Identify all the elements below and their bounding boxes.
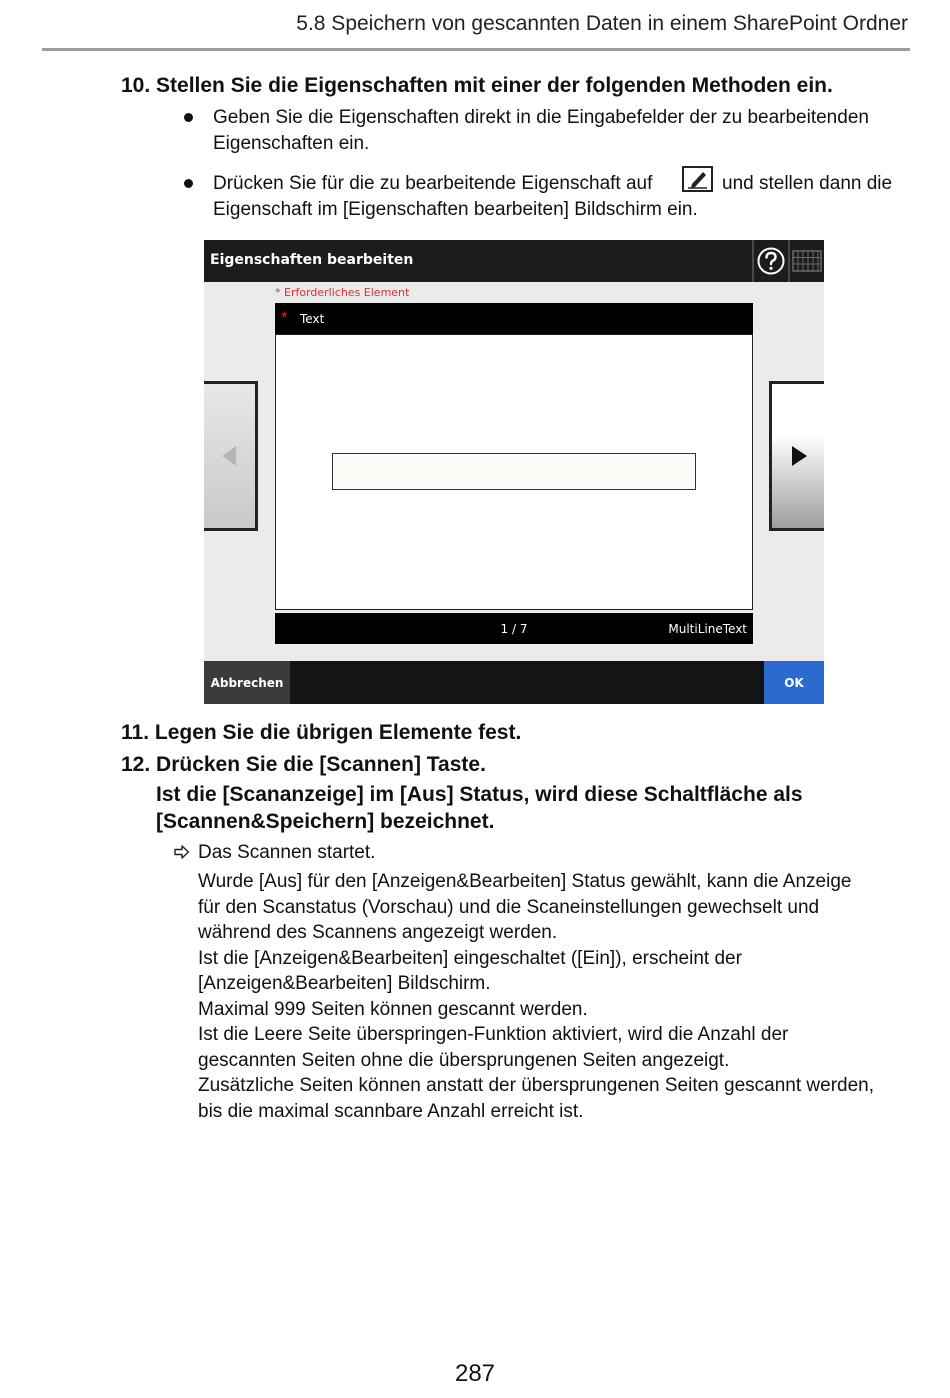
- detail-line: Ist die Leere Seite überspringen-Funktion aktiviert, wird die Anzahl der: [198, 1024, 789, 1045]
- bullet-1-line-2: Eigenschaften ein.: [213, 133, 370, 154]
- step-12-subheading-line-1: Ist die [Scananzeige] im [Aus] Status, wird diese Schaltfläche als: [156, 783, 803, 806]
- bullet-2-line-2: Eigenschaft im [Eigenschaften bearbeiten] Bildschirm ein.: [213, 199, 698, 220]
- result-text: Das Scannen startet.: [198, 842, 376, 863]
- edit-pencil-icon: [682, 166, 713, 192]
- detail-line: für den Scanstatus (Vorschau) und die Scaneinstellungen gewechselt und: [198, 896, 820, 918]
- required-note: * Erforderliches Element: [275, 286, 410, 299]
- step-12-heading: 12. Drücken Sie die [Scannen] Taste.: [121, 753, 486, 776]
- running-header: 5.8 Speichern von gescannten Daten in einem SharePoint Ordner: [296, 12, 908, 35]
- bullet-2-after-icon: und stellen dann die: [722, 173, 893, 194]
- prev-property-button[interactable]: [204, 381, 258, 531]
- detail-line: Zusätzliche Seiten können anstatt der übersprungenen Seiten gescannt werden,: [198, 1075, 875, 1096]
- page-indicator: 1 / 7: [500, 622, 528, 636]
- detail-line: während des Scannens angezeigt werden.: [198, 922, 558, 943]
- detail-line: Ist die [Anzeigen&Bearbeiten] eingeschaltet ([Ein]), erscheint der: [198, 947, 742, 969]
- bullet-1-line-1: Geben Sie die Eigenschaften direkt in die Eingabefelder der zu bearbeitenden: [213, 107, 869, 128]
- help-icon[interactable]: [756, 246, 786, 276]
- screen-title: Eigenschaften bearbeiten: [210, 252, 414, 268]
- chevron-right-icon: [792, 446, 807, 466]
- step-11-heading: 11. Legen Sie die übrigen Elemente fest.: [121, 721, 522, 744]
- bullet-dot: [184, 113, 193, 122]
- ok-button[interactable]: OK: [764, 661, 824, 704]
- step-12-subheading-line-2: [Scannen&Speichern] bezeichnet.: [156, 810, 495, 833]
- cancel-button[interactable]: Abbrechen: [204, 661, 290, 704]
- detail-line: gescannten Seiten ohne die übersprungenen Seiten angezeigt.: [198, 1049, 730, 1071]
- edit-properties-screenshot: [204, 240, 824, 704]
- step-12-subheading: [156, 781, 803, 835]
- field-type: MultiLineText: [668, 622, 747, 636]
- detail-line: [Anzeigen&Bearbeiten] Bildschirm.: [198, 973, 491, 994]
- titlebar-separator: [788, 240, 790, 282]
- field-footer: [275, 613, 753, 644]
- detail-line: Maximal 999 Seiten können gescannt werden.: [198, 998, 588, 1020]
- step-10-heading: 10. Stellen Sie die Eigenschaften mit einer der folgenden Methoden ein.: [121, 74, 833, 97]
- detail-line: Wurde [Aus] für den [Anzeigen&Bearbeiten] Status gewählt, kann die Anzeige: [198, 871, 852, 892]
- result-arrow-icon: [173, 843, 191, 861]
- field-label: Text: [300, 312, 325, 326]
- bullet-2-line-1: Drücken Sie für die zu bearbeitende Eigenschaft auf: [213, 173, 653, 194]
- detail-line: bis die maximal scannbare Anzahl erreicht ist.: [198, 1100, 584, 1122]
- page-number: 287: [454, 1360, 496, 1387]
- keyboard-icon[interactable]: [792, 250, 822, 272]
- titlebar-separator: [752, 240, 754, 282]
- required-star-icon: *: [281, 308, 288, 327]
- bullet-dot: [184, 179, 193, 188]
- text-input[interactable]: [332, 453, 696, 490]
- next-property-button[interactable]: [769, 381, 824, 531]
- chevron-left-icon: [222, 446, 236, 466]
- screen-bottombar: [204, 661, 824, 704]
- bullet-1-text: [213, 105, 913, 157]
- header-rule: [42, 48, 910, 51]
- field-header: [275, 303, 753, 334]
- step-12-details: [198, 869, 910, 1124]
